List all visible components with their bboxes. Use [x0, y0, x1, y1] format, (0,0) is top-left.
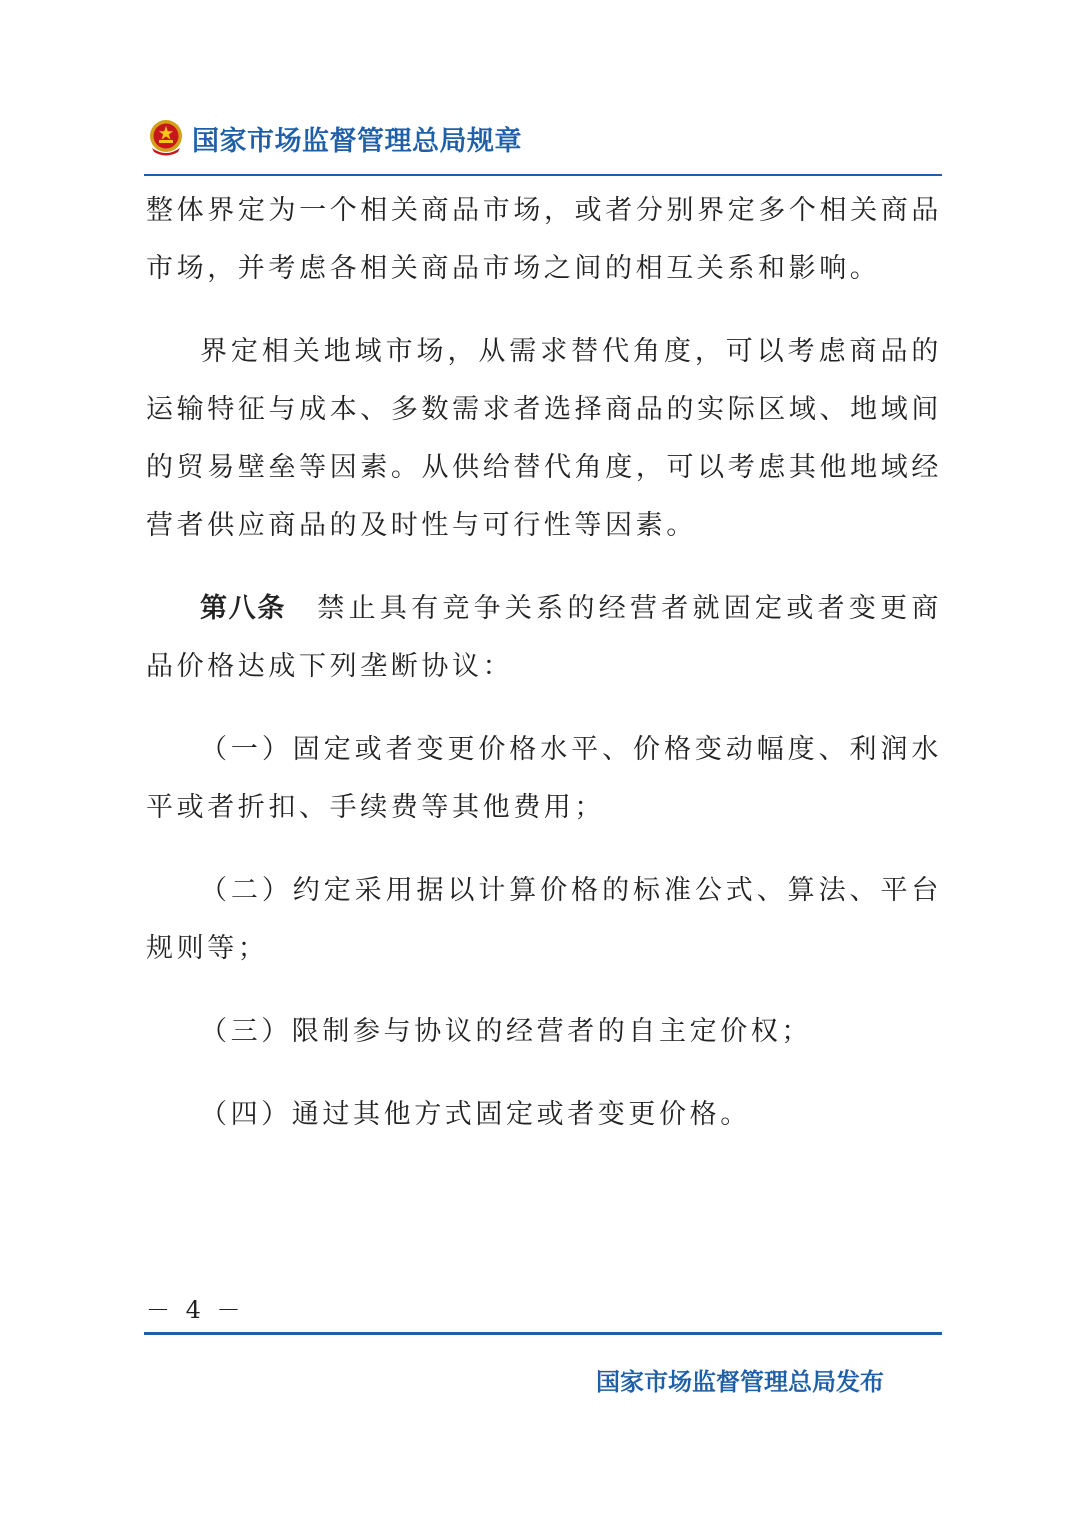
list-item: （三）限制参与协议的经营者的自主定价权；: [200, 1016, 812, 1047]
article-number: 第八条: [200, 593, 287, 624]
header-title: 国家市场监督管理总局规章: [192, 125, 522, 157]
footer-publisher: 国家市场监督管理总局发布: [596, 1368, 884, 1396]
document-body: [146, 182, 942, 1169]
paragraph: 界定相关地域市场，从需求替代角度，可以考虑商品的运输特征与成本、多数需求者选择商品的实际区域、地域间的贸易壁垒等因素。从供给替代角度，可以考虑其他地域经营者供应商品的及时性与可行性等因素。: [146, 336, 942, 541]
article-paragraph: [146, 580, 942, 696]
paragraph: 整体界定为一个相关商品市场，或者分别界定多个相关商品市场，并考虑各相关商品市场之间的相互关系和影响。: [146, 195, 942, 284]
list-item: （一）固定或者变更价格水平、价格变动幅度、利润水平或者折扣、手续费等其他费用；: [146, 734, 942, 823]
list-item: （二）约定采用据以计算价格的标准公式、算法、平台规则等；: [146, 875, 942, 964]
list-item: （四）通过其他方式固定或者变更价格。: [200, 1099, 751, 1130]
article-text: 禁止具有竞争关系的经营者就固定或者变更商品价格达成下列垄断协议：: [146, 593, 943, 682]
header-divider: [144, 174, 942, 176]
document-header: [146, 118, 522, 158]
page-number: － 4 －: [146, 1296, 245, 1324]
footer-divider: [144, 1332, 942, 1335]
national-emblem-icon: [146, 118, 186, 158]
